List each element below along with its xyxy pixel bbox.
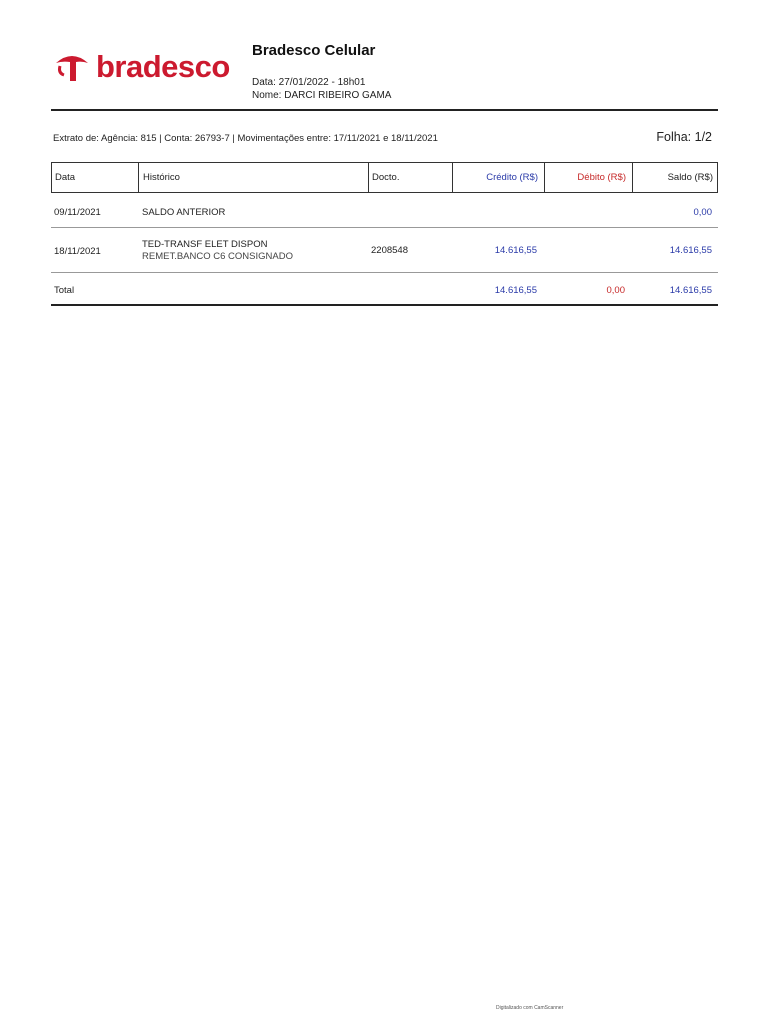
scanner-note: Digitalizado com CamScanner [496, 1005, 564, 1011]
col-divider [138, 163, 139, 192]
customer-name: Nome: DARCI RIBEIRO GAMA [252, 90, 392, 101]
row-divider [51, 272, 718, 273]
page-title: Bradesco Celular [252, 42, 376, 59]
total-label: Total [54, 285, 75, 296]
logo-text: bradesco [96, 49, 230, 84]
row-date: 18/11/2021 [54, 246, 101, 257]
row-balance: 14.616,55 [669, 245, 712, 256]
bradesco-tree-icon [52, 47, 92, 87]
total-credit: 14.616,55 [494, 285, 537, 296]
row-date: 09/11/2021 [54, 207, 101, 218]
total-debit: 0,00 [606, 285, 625, 296]
row-credit: 14.616,55 [494, 245, 537, 256]
row-divider [51, 227, 718, 228]
row-description: TED-TRANSF ELET DISPON [142, 239, 268, 250]
total-balance: 14.616,55 [669, 285, 712, 296]
bradesco-logo [52, 47, 230, 89]
table-header [51, 162, 718, 193]
col-divider [368, 163, 369, 192]
row-balance: 0,00 [693, 207, 712, 218]
row-description-detail: REMET.BANCO C6 CONSIGNADO [142, 251, 293, 262]
issue-date: Data: 27/01/2022 - 18h01 [252, 77, 366, 88]
row-document: 2208548 [371, 245, 408, 256]
statement-info: Extrato de: Agência: 815 | Conta: 26793-7 | Movimentações entre: 17/11/2021 e 18/11/2021 [53, 133, 438, 144]
page-number: Folha: 1/2 [656, 130, 712, 144]
header-divider [51, 109, 718, 111]
col-credito: Crédito (R$) [486, 172, 538, 183]
col-historico: Histórico [143, 172, 180, 183]
row-description: SALDO ANTERIOR [142, 207, 226, 218]
col-saldo: Saldo (R$) [667, 172, 713, 183]
table-bottom-rule [51, 304, 718, 306]
col-debito: Débito (R$) [577, 172, 626, 183]
col-docto: Docto. [372, 172, 400, 183]
col-data: Data [55, 172, 76, 183]
